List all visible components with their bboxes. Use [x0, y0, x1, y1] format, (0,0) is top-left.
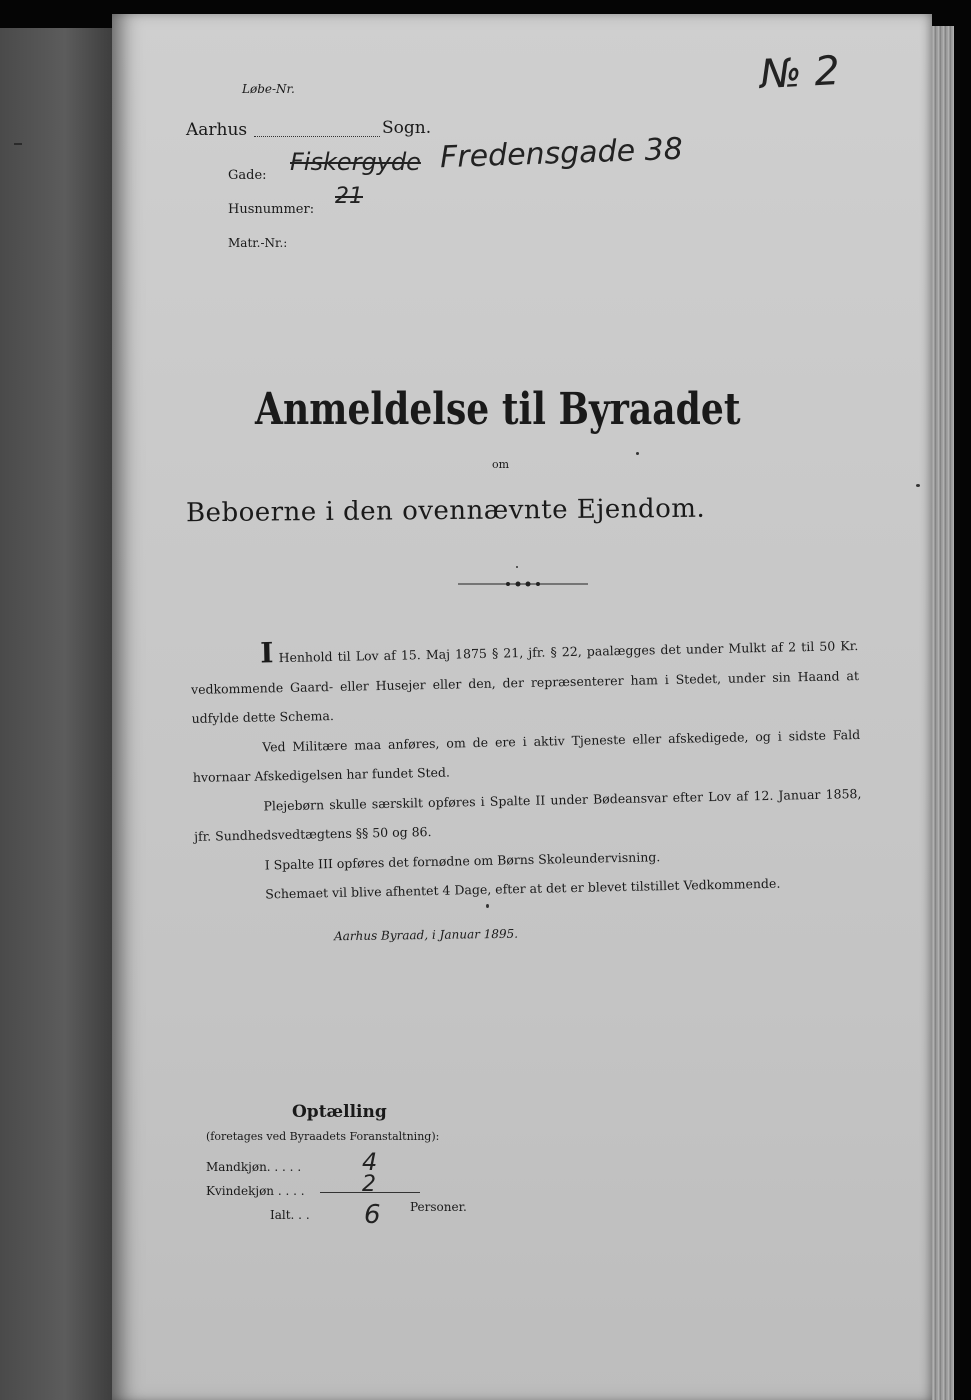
instructions-text	[190, 626, 864, 910]
matr-nr-label: Matr.-Nr.:	[228, 236, 288, 250]
count-subtitle: (foretages ved Byraadets Foranstaltning):	[206, 1130, 440, 1143]
ornament-divider	[458, 578, 588, 590]
instructions-paragraph-5: Schemaet vil blive afhentet 4 Dage, efter at det er blevet tilstillet Vedkommende.	[265, 875, 781, 902]
paper-speck	[916, 484, 920, 487]
city-label: Aarhus	[186, 120, 248, 140]
om-label: om	[491, 458, 510, 471]
struck-house-number: 21	[335, 184, 363, 209]
paper-speck	[516, 566, 518, 568]
male-count-value: 4	[362, 1148, 378, 1176]
sogn-label: Sogn.	[382, 118, 432, 138]
handwritten-number: № 2	[758, 47, 841, 99]
drop-cap: I	[259, 636, 274, 670]
total-count-value: 6	[364, 1200, 381, 1230]
page-stack-edges	[932, 26, 954, 1400]
page-title: Anmeldelse til Byraadet	[255, 384, 741, 435]
male-label: Mandkjøn. . . . .	[206, 1160, 302, 1174]
handwritten-street: Fredensgade 38	[439, 131, 684, 176]
page-subtitle: Beboerne i den ovennævnte Ejendom.	[185, 493, 706, 529]
parish-dotted-line	[254, 136, 380, 137]
signature-line: Aarhus Byraad, i Januar 1895.	[333, 926, 519, 944]
female-count-value: 2	[362, 1172, 376, 1197]
instructions-paragraph-4: I Spalte III opføres det fornødne om Børns Skoleundervisning.	[264, 848, 661, 872]
sum-line	[320, 1192, 420, 1193]
margin-mark	[14, 143, 22, 145]
persons-label: Personer.	[410, 1200, 467, 1214]
husnummer-label: Husnummer:	[228, 202, 315, 217]
total-label: Ialt. . .	[270, 1208, 310, 1222]
lobe-nr-label: Løbe-Nr.	[242, 82, 295, 96]
instructions-paragraph-3: Plejebørn skulle særskilt opføres i Spalte II under Bødeansvar efter Lov af 12. Januar 1858, jfr. Sundhedsvedtægtens §§ 50 og 86.	[193, 785, 862, 844]
struck-street-name: Fiskergyde	[290, 148, 421, 176]
paper-speck	[636, 452, 639, 455]
left-page-edge	[0, 28, 121, 1400]
instructions-paragraph-2: Ved Militære maa anføres, om de ere i aktiv Tjeneste eller afskedigede, og i sidste Fald hvornaar Afskedigelsen har fundet Sted.	[192, 726, 861, 785]
instructions-paragraph-1: I Henhold til Lov af 15. Maj 1875 § 21, jfr. § 22, paalægges det under Mulkt af 2 til 50 Kr. vedkommende Gaard- eller Husejer eller den, der repræsenterer ham i Stedet, under sin Haand at udfylde dette Schema.	[190, 636, 860, 726]
female-label: Kvindekjøn . . . .	[206, 1184, 305, 1198]
paper-speck	[486, 904, 489, 908]
count-title: Optælling	[292, 1102, 387, 1122]
gade-label: Gade:	[228, 168, 267, 183]
